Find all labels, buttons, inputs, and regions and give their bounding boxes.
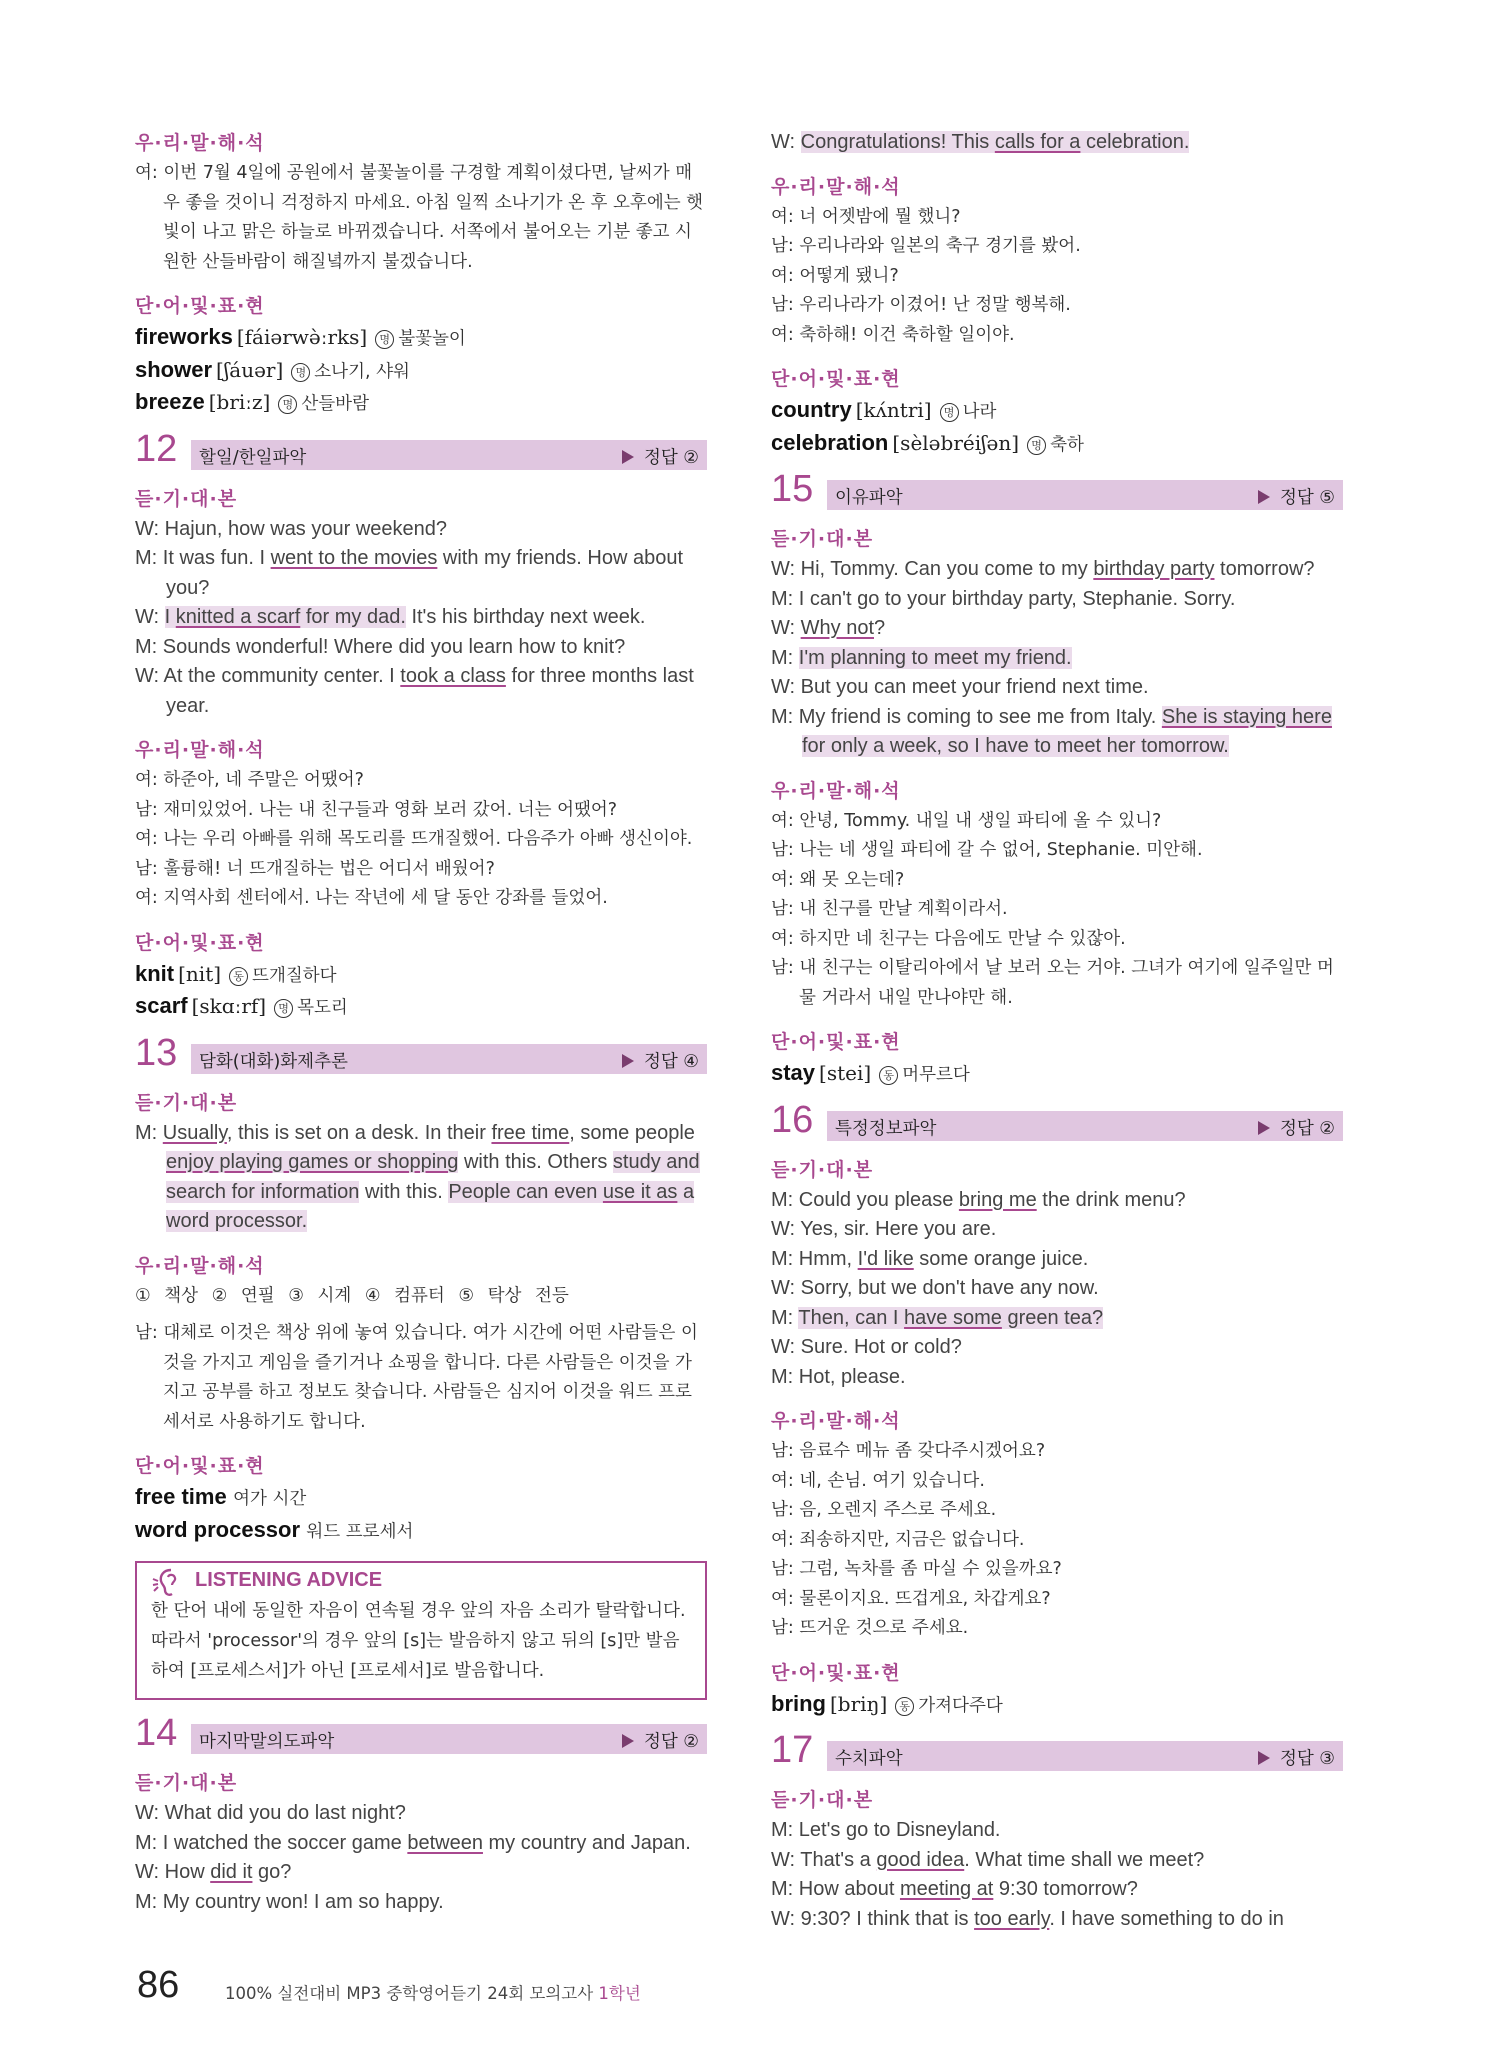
q15-vocab-section (771, 1027, 1343, 1091)
translation-text: 여: 안녕, Tommy. 내일 내 생일 파티에 올 수 있니? 남: 나는 네 생일 파티에 갈 수 없어, Stephanie. 미안해. 여: 왜 못 오는데? 남: 내 친구를 만날 계획이라서. 여: 하지만 네 친구는 다음에도 만날 수 있잖아. 남: 내 친구는 이탈리아에서 날 보러 오는 거야. 그녀가 여기에 일주일만 머물 거라서 내일 만나야만 해. (771, 810, 1334, 1008)
left-column (135, 128, 707, 1931)
translation-label: 우·리·말·해·석 (771, 175, 901, 198)
script-label: 듣·기·대·본 (135, 1091, 238, 1114)
dialogue-line: M: How about meeting at 9:30 tomorrow? (771, 1878, 1138, 1900)
vocab-label: 단·어·및·표·현 (135, 931, 265, 954)
q14-script-continued (771, 128, 1343, 158)
script-label: 듣·기·대·본 (135, 487, 238, 510)
q14-vocab-section (771, 364, 1343, 460)
q16-script-section (771, 1155, 1343, 1393)
dialogue-line: W: At the community center. I took a class for three months last year. (135, 665, 694, 717)
translation-text: 남: 음료수 메뉴 좀 갖다주시겠어요? 여: 네, 손님. 여기 있습니다. 남: 음, 오렌지 주스로 주세요. 여: 죄송하지만, 지금은 없습니다. 남: 그럼, 녹차를 좀 마실 수 있을까요? 여: 물론이지요. 뜨겁게요, 차갑게요? 남: 뜨거운 것으로 주세요. (771, 1441, 1062, 1638)
dialogue (135, 515, 707, 722)
translation-text: 남: 대체로 이것은 책상 위에 놓여 있습니다. 여가 시간에 어떤 사람들은 이것을 가지고 게임을 즐기거나 쇼핑을 합니다. 다른 사람들은 이것을 가지고 공부를 하고 정보도 찾습니다. 사람들은 심지어 이것을 워드 프로세서로 사용하기도 합니다. (135, 1323, 698, 1432)
translation-label: 우·리·말·해·석 (135, 1254, 265, 1277)
dialogue-line: M: Usually, this is set on a desk. In their free time, some people enjoy playing games or shopping with this. Others study and search for information with this. People can even use it as a word processor. (135, 1121, 700, 1232)
vocab-list (135, 1482, 707, 1547)
triangle-icon (622, 1734, 634, 1748)
question-type-bar (827, 1111, 1343, 1141)
advice-title: LISTENING ADVICE (195, 1569, 383, 1591)
question-number: 12 (135, 427, 178, 470)
dialogue-line: M: My friend is coming to see me from Italy. She is staying here for only a week, so I have to meet her tomorrow. (771, 705, 1332, 757)
question-15-header (771, 468, 1343, 516)
q12-translation-section (135, 735, 707, 914)
question-type-bar (827, 480, 1343, 510)
dialogue-line: W: Sure. Hot or cold? (771, 1336, 962, 1358)
dialogue-line: M: I'm planning to meet my friend. (771, 646, 1072, 669)
vocab-list (771, 1058, 1343, 1091)
dialogue-line: W: Why not? (771, 617, 886, 639)
question-type-bar (191, 440, 707, 470)
question-type: 할일/한일파악 (199, 447, 307, 468)
answer-badge: 정답 ② (622, 444, 699, 469)
vocab-label: 단·어·및·표·현 (135, 295, 265, 317)
translation-label: 우·리·말·해·석 (135, 739, 265, 761)
question-type-bar (191, 1044, 707, 1074)
page-number: 86 (137, 1964, 180, 2006)
q15-translation-section (771, 776, 1343, 1014)
question-type: 특정정보파악 (835, 1118, 937, 1139)
dialogue-line: W: But you can meet your friend next time. (771, 676, 1149, 698)
q12-vocab-section (135, 928, 707, 1024)
triangle-icon (622, 1054, 634, 1068)
dialogue-line: M: Hot, please. (771, 1365, 906, 1388)
question-number: 15 (771, 468, 814, 510)
advice-body: 한 단어 내에 동일한 자음이 연속될 경우 앞의 자음 소리가 탈락합니다. 따라서 'processor'의 경우 앞의 [s]는 발음하지 않고 뒤의 [s]만 발음하여 [프로세스서]가 아닌 [프로세서]로 발음합니다. (151, 1601, 686, 1681)
dialogue-line: W: Hajun, how was your weekend? (135, 517, 448, 540)
vocab-label: 단·어·및·표·현 (771, 1031, 901, 1053)
vocab-item: country [kʌ́ntri] 명 나라 (771, 397, 997, 422)
vocab-list (135, 959, 707, 1024)
dialogue-line: W: What did you do last night? (135, 1802, 406, 1824)
vocab-label: 단·어·및·표·현 (135, 1455, 265, 1477)
question-type-bar (191, 1724, 707, 1754)
dialogue-line: W: Congratulations! This calls for a celebration. (771, 131, 1190, 153)
q17-script-section (771, 1785, 1343, 1934)
vocab-item: fireworks [fáiərwə̀ːrks] 명 불꽃놀이 (135, 324, 466, 349)
dialogue-line: M: I watched the soccer game between my country and Japan. (135, 1831, 691, 1854)
dialogue-line: W: 9:30? I think that is too early. I have something to do in (771, 1907, 1284, 1930)
q16-translation-section (771, 1406, 1343, 1644)
q15-script-section (771, 524, 1343, 762)
question-16-header (771, 1098, 1343, 1147)
q14-script-section (135, 1768, 707, 1917)
answer-badge: 정답 ② (1258, 1115, 1335, 1140)
translation-text: 여: 하준아, 네 주말은 어땠어? 남: 재미있었어. 나는 내 친구들과 영화 보러 갔어. 너는 어땠어? 여: 나는 우리 아빠를 위해 목도리를 뜨개질했어. 다음주가 아빠 생신이야. 남: 훌륭해! 너 뜨개질하는 법은 어디서 배웠어? 여: 지역사회 센터에서. 나는 작년에 세 달 동안 강좌를 들었어. (135, 770, 693, 908)
question-type-bar (827, 1741, 1343, 1771)
question-14-header (135, 1712, 707, 1760)
dialogue-line: W: I knitted a scarf for my dad. It's his birthday next week. (135, 606, 646, 628)
answer-badge: 정답 ② (622, 1728, 699, 1753)
q13-script-section (135, 1088, 707, 1237)
question-number: 14 (135, 1712, 178, 1754)
dialogue (135, 1799, 707, 1917)
dialogue (771, 1816, 1343, 1934)
question-number: 13 (135, 1031, 178, 1074)
dialogue-line: M: Sounds wonderful! Where did you learn how to knit? (135, 635, 626, 658)
script-label: 듣·기·대·본 (135, 1772, 238, 1794)
dialogue-line: M: I can't go to your birthday party, Stephanie. Sorry. (771, 587, 1236, 610)
dialogue-line: M: Let's go to Disneyland. (771, 1819, 1001, 1841)
vocab-item: breeze [briːz] 명 산들바람 (135, 389, 369, 414)
q13-translation-section (135, 1251, 707, 1438)
question-type: 이유파악 (835, 488, 903, 508)
script-label: 듣·기·대·본 (771, 1789, 874, 1811)
translation-text: 여: 이번 7월 4일에 공원에서 불꽃놀이를 구경할 계획이셨다면, 날씨가 매우 좋을 것이니 걱정하지 마세요. 아침 일찍 소나기가 온 후 오후에는 햇빛이 나고 맑은 하늘로 바뀌겠습니다. 서쪽에서 불어오는 기분 좋고 시원한 산들바람이 해질녘까지 불겠습니다. (135, 163, 704, 272)
triangle-icon (1258, 490, 1270, 504)
question-17-header (771, 1729, 1343, 1777)
dialogue (771, 1186, 1343, 1393)
translation-text: 여: 너 어젯밤에 뭘 했니? 남: 우리나라와 일본의 축구 경기를 봤어. 여: 어떻게 됐니? 남: 우리나라가 이겼어! 난 정말 행복해. 여: 축하해! 이건 축하할 일이야. (771, 206, 1081, 345)
answer-badge: 정답 ⑤ (1258, 484, 1335, 509)
dialogue (135, 1119, 707, 1237)
vocab-item: knit [nit] 동 뜨개질하다 (135, 960, 337, 986)
question-type: 마지막말의도파악 (199, 1732, 335, 1752)
vocab-list (135, 322, 707, 420)
vocab-list (771, 1689, 1343, 1722)
ear-icon (151, 1565, 187, 1599)
footer-title: 100% 실전대비 MP3 중학영어듣기 24회 모의고사 1학년 (225, 1984, 641, 2003)
vocab-item: stay [stei] 동 머무르다 (771, 1060, 970, 1085)
answer-badge: 정답 ③ (1258, 1745, 1335, 1770)
dialogue-line: M: Then, can I have some green tea? (771, 1306, 1104, 1329)
q11-vocab-section (135, 291, 707, 420)
vocab-label: 단·어·및·표·현 (771, 1661, 901, 1684)
question-12-header (135, 427, 707, 476)
dialogue-line: W: Yes, sir. Here you are. (771, 1218, 997, 1240)
q12-script-section (135, 484, 707, 722)
translation-label: 우·리·말·해·석 (771, 1410, 901, 1432)
vocab-item: scarf [skɑːrf] 명 목도리 (135, 993, 348, 1018)
dialogue-line: W: Hi, Tommy. Can you come to my birthday party tomorrow? (771, 558, 1315, 580)
dialogue-line: M: It was fun. I went to the movies with my friends. How about you? (135, 547, 684, 599)
script-label: 듣·기·대·본 (771, 1158, 874, 1181)
answer-options: ① 책상 ② 연필 ③ 시계 ④ 컴퓨터 ⑤ 탁상 전등 (135, 1285, 569, 1306)
vocab-item: celebration [sèləbréiʃən] 명 축하 (771, 429, 1084, 455)
dialogue-line: W: Sorry, but we don't have any now. (771, 1277, 1099, 1299)
translation-label: 우·리·말·해·석 (771, 779, 901, 802)
question-number: 16 (771, 1098, 814, 1141)
dialogue (771, 128, 1343, 158)
footer-grade: 1학년 (598, 1984, 641, 2003)
vocab-item: bring [briŋ] 동 가져다주다 (771, 1690, 1003, 1716)
dialogue-line: M: Hmm, I'd like some orange juice. (771, 1247, 1089, 1270)
vocab-item: free time 여가 시간 (135, 1484, 307, 1509)
question-type: 담화(대화)화제추론 (199, 1051, 348, 1072)
q11-translation-section (135, 128, 707, 277)
question-number: 17 (771, 1729, 814, 1771)
q14-translation-section (771, 172, 1343, 351)
vocab-item: word processor 워드 프로세서 (135, 1516, 414, 1542)
script-label: 듣·기·대·본 (771, 528, 874, 550)
dialogue-line: M: Could you please bring me the drink menu? (771, 1188, 1186, 1211)
triangle-icon (1258, 1751, 1270, 1765)
vocab-list (771, 395, 1343, 460)
answer-badge: 정답 ④ (622, 1048, 699, 1073)
right-column (771, 128, 1343, 1948)
vocab-label: 단·어·및·표·현 (771, 368, 901, 390)
triangle-icon (622, 450, 634, 464)
dialogue (771, 555, 1343, 762)
q13-vocab-section (135, 1451, 707, 1547)
translation-label: 우·리·말·해·석 (135, 132, 265, 154)
question-type: 수치파악 (835, 1749, 903, 1769)
vocab-item: shower [ʃáuər] 명 소나기, 샤워 (135, 356, 410, 382)
q16-vocab-section (771, 1658, 1343, 1722)
dialogue-line: W: That's a good idea. What time shall we meet? (771, 1848, 1205, 1871)
listening-advice-box (135, 1561, 707, 1700)
dialogue-line: W: How did it go? (135, 1861, 292, 1883)
triangle-icon (1258, 1121, 1270, 1135)
dialogue-line: M: My country won! I am so happy. (135, 1890, 444, 1913)
question-13-header (135, 1031, 707, 1080)
